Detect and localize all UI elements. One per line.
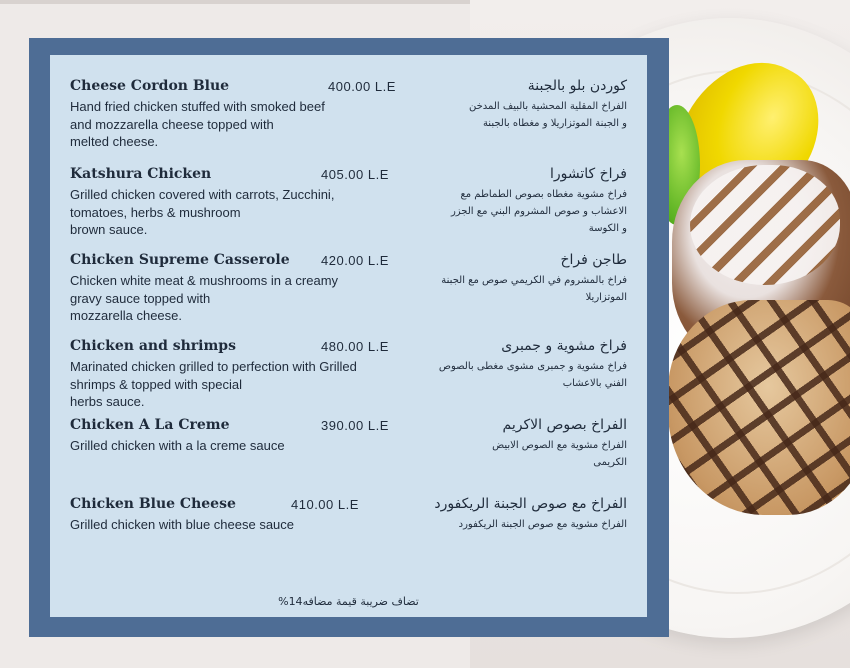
item-price: 420.00 L.E bbox=[321, 253, 389, 268]
item-name: Chicken A La Creme bbox=[70, 417, 230, 433]
item-name-arabic: طاجن فراخ bbox=[560, 252, 627, 268]
item-description: Chicken white meat & mushrooms in a creamy gravy sauce topped with mozzarella cheese. bbox=[70, 273, 339, 323]
item-price: 390.00 L.E bbox=[321, 418, 389, 433]
item-name: Chicken Blue Cheese bbox=[70, 496, 236, 512]
item-price: 405.00 L.E bbox=[321, 167, 389, 182]
item-name: Chicken and shrimps bbox=[70, 338, 236, 354]
item-description: Grilled chicken with a la creme sauce bbox=[70, 438, 285, 453]
item-name: Cheese Cordon Blue bbox=[70, 78, 230, 94]
item-name-arabic: الفراخ مع صوص الجبنة الريكفورد bbox=[434, 496, 627, 512]
item-description-arabic: فراخ مشوية و جمبرى مشوى مغطى بالصوص الفني بالاعشاب bbox=[438, 361, 627, 389]
item-description-arabic: الفراخ مشوية مع الصوص الابيض الكريمى bbox=[492, 440, 627, 468]
item-price: 480.00 L.E bbox=[321, 339, 389, 354]
item-name-arabic: فراخ مشوية و جمبرى bbox=[501, 338, 627, 354]
item-name: Katshura Chicken bbox=[70, 166, 212, 182]
item-name-arabic: الفراخ بصوص الاكريم bbox=[502, 417, 627, 433]
item-description-arabic: الفراخ المقلية المحشية بالبيف المدخن و الجبنة الموتزاريلا و مغطاه بالجبنة bbox=[469, 101, 627, 129]
item-name-arabic: فراخ كاتشورا bbox=[550, 166, 627, 182]
item-description: Grilled chicken covered with carrots, Zucchini, tomatoes, herbs & mushroom brown sauce. bbox=[70, 187, 335, 237]
item-name: Chicken Supreme Casserole bbox=[70, 252, 290, 268]
item-description: Grilled chicken with blue cheese sauce bbox=[70, 517, 295, 532]
item-price: 400.00 L.E bbox=[328, 79, 396, 94]
item-description: Hand fried chicken stuffed with smoked beef and mozzarella cheese topped with melted cheese. bbox=[70, 99, 325, 149]
item-name-arabic: كوردن بلو بالجبنة bbox=[527, 78, 627, 94]
grilled-waffle bbox=[668, 300, 850, 515]
item-description-arabic: فراخ مشوية مغطاه بصوص الطماطم مع الاعشاب و صوص المشروم البني مع الجزر و الكوسة bbox=[450, 189, 627, 234]
menu-panel bbox=[50, 55, 647, 617]
chocolate-cream-drizzle bbox=[690, 165, 840, 285]
tax-note: تضاف ضريبة قيمة مضافه14% bbox=[278, 595, 419, 608]
item-description: Marinated chicken grilled to perfection with Grilled shrimps & topped with special herbs sauce. bbox=[70, 359, 357, 409]
item-description-arabic: فراخ بالمشروم في الكريمي صوص مع الجبنة الموتزاريلا bbox=[441, 275, 627, 303]
item-description-arabic: الفراخ مشوية مع صوص الجبنة الريكفورد bbox=[458, 519, 627, 530]
item-price: 410.00 L.E bbox=[291, 497, 359, 512]
